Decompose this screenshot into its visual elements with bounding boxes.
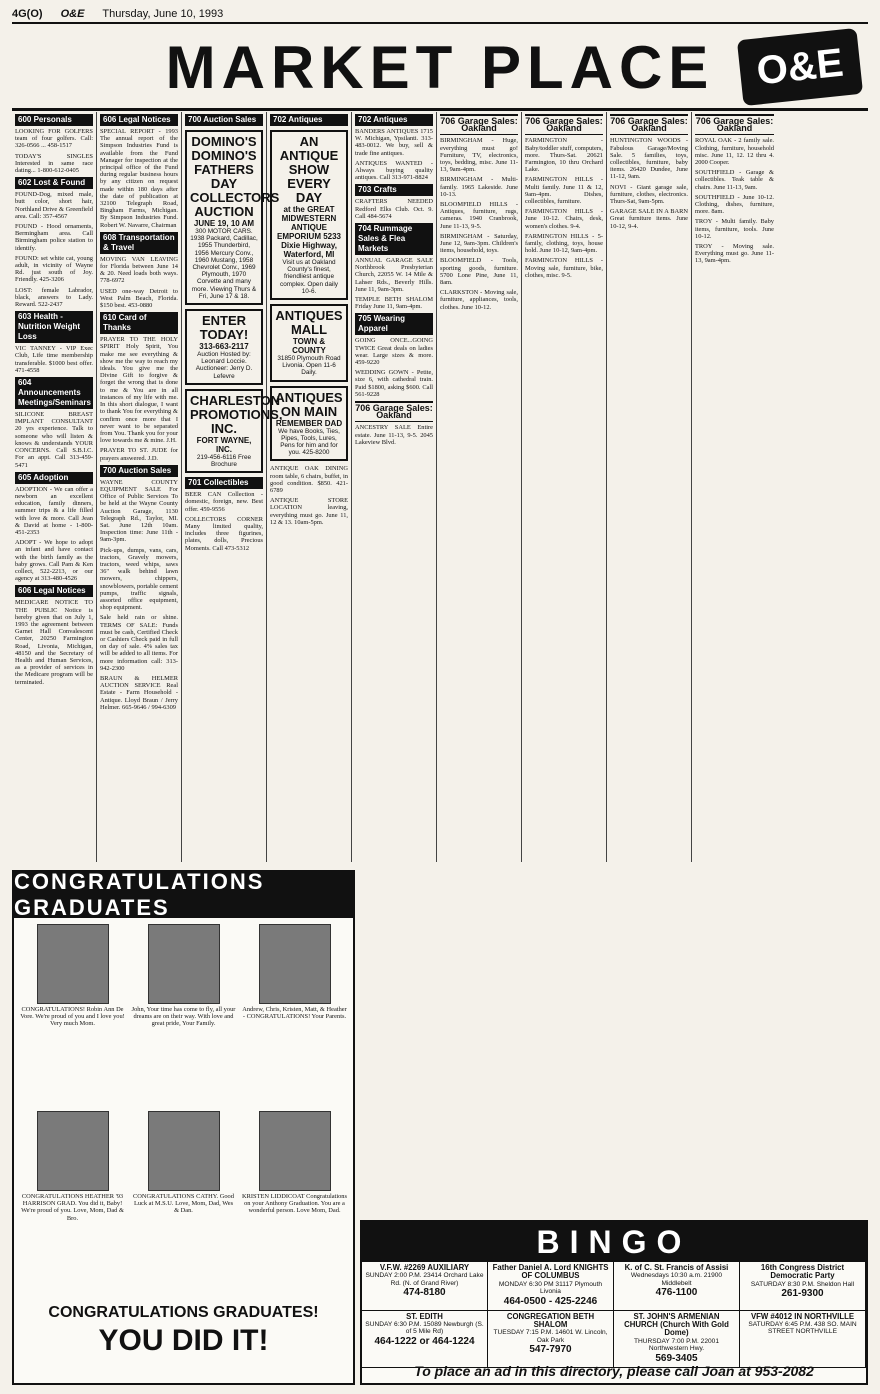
classified-ad: FARMINGTON HILLS - 5-family, clothing, toys, house hold. June 10-12, 9am-4pm. [525,232,603,255]
bingo-details: SUNDAY 2:00 P.M. 23414 Orchard Lake Rd. (N. of Grand River) [365,1272,484,1287]
graduates-footer-line2: YOU DID IT! [98,1324,269,1357]
classified-ad: ADOPT - We hope to adopt an infant and have contact with the birth family as the baby grows. Call Pam & Ken collect, 522-2213, or our agency at 313-480-4526 [15,539,93,583]
classified-ad: FARMINGTON - Baby/toddler stuff, computers, more. Thurs-Sat. 20621 Farmington, 10 thru Orchard Lake. [525,137,603,174]
section-heading: 706 Garage Sales: Oakland [355,401,433,422]
bingo-listing [614,1311,740,1368]
section-heading: 700 Auction Sales [100,465,178,477]
classified-column [182,112,283,862]
graduate-photo [148,1111,220,1191]
display-ad [270,304,348,382]
bingo-details: SATURDAY 6:45 P.M. 438 SO. MAIN STREET NORTHVILLE [748,1321,857,1336]
classified-ad: BIRMINGHAM - Huge, everything must go! Furniture, TV, electronics, toys, bedding, misc. June 11-13, 9am-4pm. [440,137,518,174]
classified-ad: FARMINGTON HILLS - Moving sale, furniture, bike, clothes, misc. 9-5. [525,257,603,279]
masthead-title: MARKET PLACE [165,33,715,101]
classified-ad: Pick-ups, dumps, vans, cars, tractors, Gravely mowers, tractors, weed whips, saws 36" walk behind lawn mowers, chippers, snowblowers, portable cement pumps, traffic signals, assorted office equipment, shop equipment. [100,546,178,612]
classified-ad: FARMINGTON HILLS - June 10-12. Chairs, desk, women's clothes. 9-4. [525,208,603,230]
section-heading: 608 Transportation & Travel [100,232,178,254]
graduates-ad [12,870,355,1385]
classified-column [607,112,692,862]
graduates-banner: CONGRATULATIONS GRADUATES [14,872,353,918]
classified-ad: BRAUN & HELMER AUCTION SERVICE Real Estate - Farm Household - Antique. Lloyd Braun / Jerry Helmer. 665-9646 / 994-6309 [100,675,178,711]
classified-ad: ANTIQUE OAK DINING room table, 6 chairs, buffet, in good condition. $850. 421-6789 [270,465,348,495]
classified-ad: SPECIAL REPORT - 1993 The annual report of the Simpson Industries Fund is available from the Fund Manager for inspection at the principal office of the Fund during regular business hours by any citizen on request made within 180 days after the date of publication at 32100 Telegraph Road, Bingham Farms, Michigan. By Simpson Industries Fund. Robert W. Navarre, Chairman [100,128,178,229]
classified-ad: COLLECTORS CORNER Many limited quality, includes three figurines, plates, dolls, Precious Moments. Call 473-5312 [185,515,263,552]
display-ad-subhead: 313-663-2117 [199,342,249,352]
bingo-host: ST. EDITH [406,1311,443,1321]
display-ad-headline: CHARLESTON PROMOTIONS, INC. [190,392,283,436]
classified-column [522,112,607,862]
bingo-listing [362,1311,488,1368]
display-ad-body: 219-456-6116 Free Brochure [196,453,252,469]
classified-ad: TROY - Moving sale. Everything must go. June 11-13, 9am-4pm. [695,243,774,265]
classified-ad: MEDICARE NOTICE TO THE PUBLIC Notice is hereby given that on July 1, 1993 the agreement between Garnet Hall Convalescent Center, 20250 Farmington Road, Livonia, Michigan, 48150 and the Secretary of Health and Human Services, as a provider of services in the Medicare program will be terminated. [15,599,93,686]
graduate-caption: CONGRATULATIONS CATHY. Good Luck at M.S.U. Love, Mom, Dad, Wes & Dan. [133,1193,234,1215]
display-ad-subhead: FORT WAYNE, INC. [196,435,252,454]
classified-ad: TODAY'S SINGLES Interested in same race dating... 1-800-612-0405 [15,152,93,175]
bingo-host: V.F.W. #2269 AUXILIARY [379,1263,470,1272]
section-heading: 704 Rummage Sales & Flea Markets [355,223,433,255]
display-ad [270,386,348,462]
classified-ad: ANCESTRY SALE Entire estate. June 11-13, 9-5. 2045 Lakeview Blvd. [355,424,433,446]
graduate-photo-card [131,924,236,1105]
graduate-photo-card [20,1111,125,1292]
classified-ad: Sale held rain or shine. TERMS OF SALE: Funds must be cash, Certified Check or Cashiers Check paid in full on day of sale. 4% sales tax will be added to all items. For more information call: 313-942-2300 [100,614,178,672]
bingo-host: 16th Congress District Democratic Party [760,1263,845,1281]
classified-ad: ANTIQUE STORE LOCATION leaving, everything must go. June 11, 12 & 13. 10am-5pm. [270,497,348,526]
bingo-details: THURSDAY 7:00 P.M. 22001 Northwestern Hwy. [633,1337,720,1353]
section-heading: 702 Antiques [270,114,348,126]
bingo-details: SUNDAY 6:30 P.M. 15089 Newburgh (S. of 5 Mile Rd) [365,1321,484,1336]
graduate-photo [37,1111,109,1191]
display-ad-body: Visit us at Oakland County's finest, friendliest antique complex. Open daily 10-6. [280,259,338,295]
section-heading: 610 Card of Thanks [100,312,178,334]
graduate-caption: CONGRATULATIONS! Robin Ann De Vore. We're proud of you and I love you! Very much Mom. [20,1006,125,1028]
display-ad-body: We have Books, Ties, Pipes, Tools, Lures, Pens for him and for you. 425-8200 [278,427,340,457]
bingo-details: MONDAY 6:30 PM 31117 Plymouth Livonia [498,1280,603,1296]
section-heading: 605 Adoption [15,472,93,484]
bingo-listing [362,1262,488,1311]
bingo-listing [488,1311,614,1368]
classified-ad: ANTIQUES WANTED - Always buying quality antiques. Call 313-971-8824 [355,159,433,182]
classified-column [267,112,352,862]
display-ad-subhead: TOWN & COUNTY [292,337,326,356]
section-heading: 706 Garage Sales: Oakland [440,114,518,135]
classified-columns [12,112,868,862]
graduate-photo-card [20,924,125,1105]
display-ad [270,130,348,300]
classified-ad: GOING ONCE...GOING TWICE Great deals on ladies wear. Large sizes & more. 459-9220 [355,337,433,367]
section-heading: 606 Legal Notices [100,114,178,126]
graduate-photo [37,924,109,1004]
bingo-phone: 547-7970 [529,1344,572,1356]
bingo-host: ST. JOHN'S ARMENIAN CHURCH (Church With Gold Dome) [624,1311,729,1338]
section-heading: 706 Garage Sales: Oakland [695,114,774,135]
bingo-details: SATURDAY 8:30 P.M. Sheldon Hall [750,1280,855,1288]
classified-ad: LOST: female Labrador, black, answers to Lady. Reward. 522-2437 [15,286,93,309]
display-ad-subhead: JUNE 19, 10 AM [193,219,255,228]
display-ad [185,130,280,305]
classified-ad: CLARKSTON - Moving sale, furniture, appliances, tools, clothes. June 10-12. [440,289,518,311]
classified-ad: WAYNE COUNTY EQUIPMENT SALE For Office of Public Services To be held at the Wayne County Auction Garage, 1130 Telegraph Rd., Taylor, MI. Sat. June 12th 10am. Inspection time: June 11th - 9am-3pm. [100,478,178,544]
bingo-host: CONGREGATION BETH SHALOM [506,1311,595,1330]
classified-ad: BIRMINGHAM - Multi-family. 1965 Lakeside. June 10-13. [440,176,518,198]
display-ad-subhead: REMEMBER DAD [275,418,343,428]
graduate-photo-card [131,1111,236,1292]
bingo-host: Father Daniel A. Lord KNIGHTS OF COLUMBUS [492,1263,609,1281]
graduate-caption: John, Your time has come to fly, all your dreams are on their way. With love and great pride, Your Family. [131,1006,236,1028]
classified-ad: PRAYER TO THE HOLY SPIRIT Holy Spirit, You make me see everything & show me the way to reach my ideals. You give me the Divine Gift to forgive & forget the wrong that is done to me & You are in all instances of my life with me. In this short dialogue, I want to thank You for everything & confirm once more that I never want to be separated from You. Thank you for your love towards me & mine. J.H. [100,336,178,445]
classified-ad: WEDDING GOWN - Petite, size 6, with cathedral train. Paid $1800, asking $600. Call 561-9228 [355,369,433,398]
classified-ad: FOUND: set white cat, young adult, in vicinity of Wayne Rd. just south of Joy. Friendly. 425-3206 [15,254,93,284]
section-heading: 702 Antiques [355,114,433,126]
classified-ad: ANNUAL GARAGE SALE Northbrook Presbyterian Church, 22055 W. 14 Mile & Lahser Rds., Beverly Hills. June 11, 9am-3pm. [355,257,433,293]
bingo-host: K. of C. St. Francis of Assisi [624,1263,729,1272]
classified-ad: NOVI - Giant garage sale, furniture, clothes, electronics. Thurs-Sat, 9am-5pm. [610,183,688,206]
bingo-phone: 474-8180 [403,1287,446,1299]
classified-ad: GARAGE SALE IN A BARN Great furniture items. June 10-12, 9-4. [610,208,688,230]
classified-ad: FOUND - Hood ornaments, Bermingham area. Call Birmingham police station to identify. [15,223,93,252]
classified-column [97,112,182,862]
classified-ad: HUNTINGTON WOODS - Fabulous Garage/Moving Sale. 5 families, toys, collectibles, furniture, baby items. 26420 Dundee, June 11-12, 9am. [610,137,688,181]
classified-ad: SOUTHFIELD - Garage & collectibles. Teak table & chairs. June 11-13, 9am. [695,169,774,191]
classified-column [352,112,437,862]
graduates-footer-line1: CONGRATULATIONS GRADUATES! [48,1304,319,1321]
page-number: 4G(O) [12,8,43,20]
bingo-grid [362,1262,866,1362]
section-heading: 706 Garage Sales: Oakland [610,114,688,135]
graduate-caption: Andrew, Chris, Kristen, Matt, & Heather - CONGRATULATIONS! Your Parents. [242,1006,347,1021]
display-ad-body: Auction Hosted by: Leonard Loccie. Auctioneer: Jerry D. Lefevre [195,351,253,380]
display-ad-headline: DOMINO'S DOMINO'S FATHERS DAY COLLECTORS AUCTION [190,134,280,219]
bingo-listing [740,1262,866,1311]
issue-date: Thursday, June 10, 1993 [102,8,224,20]
display-ad [185,309,263,385]
section-heading: 602 Lost & Found [15,177,93,189]
bingo-phone: 476-1100 [655,1287,698,1299]
classified-ad: PRAYER TO ST. JUDE for prayers answered. J.D. [100,447,178,462]
bingo-phone: 464-0500 - 425-2246 [503,1295,598,1307]
display-ad-body: 31850 Plymouth Road Livonia. Open 11-6 Daily. [277,355,341,377]
bingo-directory [360,1220,868,1385]
bingo-listing [614,1262,740,1311]
section-heading: 705 Wearing Apparel [355,313,433,335]
bingo-phone: 261-9300 [781,1288,824,1300]
bingo-phone: 464-1222 or 464-1224 [374,1335,475,1347]
bingo-details: TUESDAY 7:15 P.M. 14601 W. Lincoln, Oak Park [493,1329,608,1344]
bingo-host: VFW #4012 IN NORTHVILLE [750,1311,855,1321]
classified-ad: ADOPTION - We can offer a newborn an excellent education, family dinners, summer trips & a life filled with love & more. Call Jean & David at home - 1-800-451-2353 [15,485,93,536]
section-heading: 700 Auction Sales [185,114,263,126]
display-ad [185,389,283,473]
graduates-photo-grid [14,918,353,1298]
display-ad-headline: ENTER TODAY! [199,313,249,343]
bingo-title: BINGO [362,1222,866,1262]
section-heading: 603 Health - Nutrition Weight Loss [15,311,93,343]
section-heading: 606 Legal Notices [15,585,93,597]
display-ad-headline: AN ANTIQUE SHOW EVERY DAY [279,134,339,205]
page-header [12,6,868,24]
graduate-photo [148,924,220,1004]
classified-column [692,112,777,862]
classified-ad: BANDERS ANTIQUES 1715 W. Michigan, Ypsilanti. 313-483-0012. We buy, sell & trade fine antiques. [355,128,433,157]
graduate-photo-card [242,1111,347,1292]
bingo-listing [488,1262,614,1311]
classified-ad: TROY - Multi family. Baby items, furniture, tools. June 10-12. [695,218,774,240]
section-heading: 701 Collectibles [185,477,263,489]
section-heading: 703 Crafts [355,184,433,196]
classified-ad: CRAFTERS NEEDED Redford Elks Club. Oct. 9. Call 484-5674 [355,198,433,220]
classified-ad: MOVING VAN LEAVING for Florida between June 14 & 20. Need loads both ways. 778-6972 [100,255,178,285]
graduate-photo [259,1111,331,1191]
section-heading: 600 Personals [15,114,93,126]
classified-ad: FARMINGTON HILLS - Multi family. June 11 & 12, 9am-4pm. Dishes, collectibles, furniture. [525,176,603,206]
classified-ad: BEER CAN Collection - domestic, foreign, new. Best offer. 459-9556 [185,491,263,513]
display-ad-headline: ANTIQUES ON MAIN [275,389,343,419]
classified-ad: BLOOMFIELD HILLS - Antiques, furniture, rugs, cameras. 1940 Cranbrook, June 11-13, 9-5. [440,201,518,230]
bingo-footer: To place an ad in this directory, please call Joan at 953-2082 [414,1363,814,1379]
graduate-photo [259,924,331,1004]
display-ad-body: 300 MOTOR CARS. 1938 Packard, Cadillac, 1955 Thunderbird, 1956 Mercury Conv., 1960 Mustang, 1958 Chevrolet Conv., 1969 Plymouth, 1970 Corvette and many more. Viewing Thurs & Fri, June 17 & 18. [190,228,258,300]
classified-ad: SOUTHFIELD - June 10-12. Clothing, dishes, furniture, more. 8am. [695,193,774,216]
classified-ad: USED one-way Detroit to West Palm Beach, Florida. $150 best. 453-0880 [100,287,178,310]
classified-ad: BLOOMFIELD - Tools, sporting goods, furniture. 5700 Lone Pine, June 11, 8am. [440,257,518,287]
classified-ad: VIC TANNEY - VIP Exec Club, Life time membership transferable. $1000 best offer. 471-4558 [15,345,93,374]
display-ad-headline: ANTIQUES MALL [275,308,343,338]
graduate-photo-card [242,924,347,1105]
classified-column [437,112,522,862]
classified-ad: SILICONE BREAST IMPLANT CONSULTANT 20 yrs experience. Talk to someone who will listen & knows & understands YOUR CONCERNS. Call S.B.I.C. For an appt. Call 313-459-5471 [15,411,93,469]
graduate-caption: KRISTEN LIDDICOAT Congratulations on your Anthony Graduation. You are a wonderful person. Love Mom, Dad. [242,1193,347,1215]
classified-ad: FOUND-Dog, mixed male, butt color, short hair, Northland Drive & Greenfield area. Call: 357-4567 [15,191,93,220]
section-heading: 706 Garage Sales: Oakland [525,114,603,135]
display-ad-subhead: at the GREAT MIDWESTERN ANTIQUE EMPORIUM 5233 Dixie Highway, Waterford, MI [276,205,342,259]
graduate-caption: CONGRATULATIONS HEATHER '93 HARRISON GRAD. You did it, Baby! We're proud of you. Love, Mom, Dad & Bro. [21,1193,124,1222]
classified-ad: TEMPLE BETH SHALOM Friday June 11, 9am-4pm. [355,296,433,311]
classified-ad: ROYAL OAK - 2 family sale. Clothing, furniture, household misc. June 11, 12. 12 thru 4. 2000 Cooper. [695,137,774,167]
publication-name: O&E [60,8,85,20]
bingo-listing [740,1311,866,1368]
section-heading: 604 Announcements Meetings/Seminars [15,377,93,409]
bingo-phone: 569-3405 [655,1352,698,1364]
oe-logo: O&E [737,28,863,106]
masthead [12,26,868,111]
classified-ad: LOOKING FOR GOLFERS team of four golfers. Call: 326-0566 ... 458-1517 [15,128,93,150]
classified-ad: BIRMINGHAM - Saturday, June 12, 9am-3pm. Children's items, household, toys. [440,232,518,255]
bingo-details: Wednesdays 10:30 a.m. 21900 Middlebelt [630,1272,723,1287]
classified-column [12,112,97,862]
graduates-footer [14,1303,353,1383]
